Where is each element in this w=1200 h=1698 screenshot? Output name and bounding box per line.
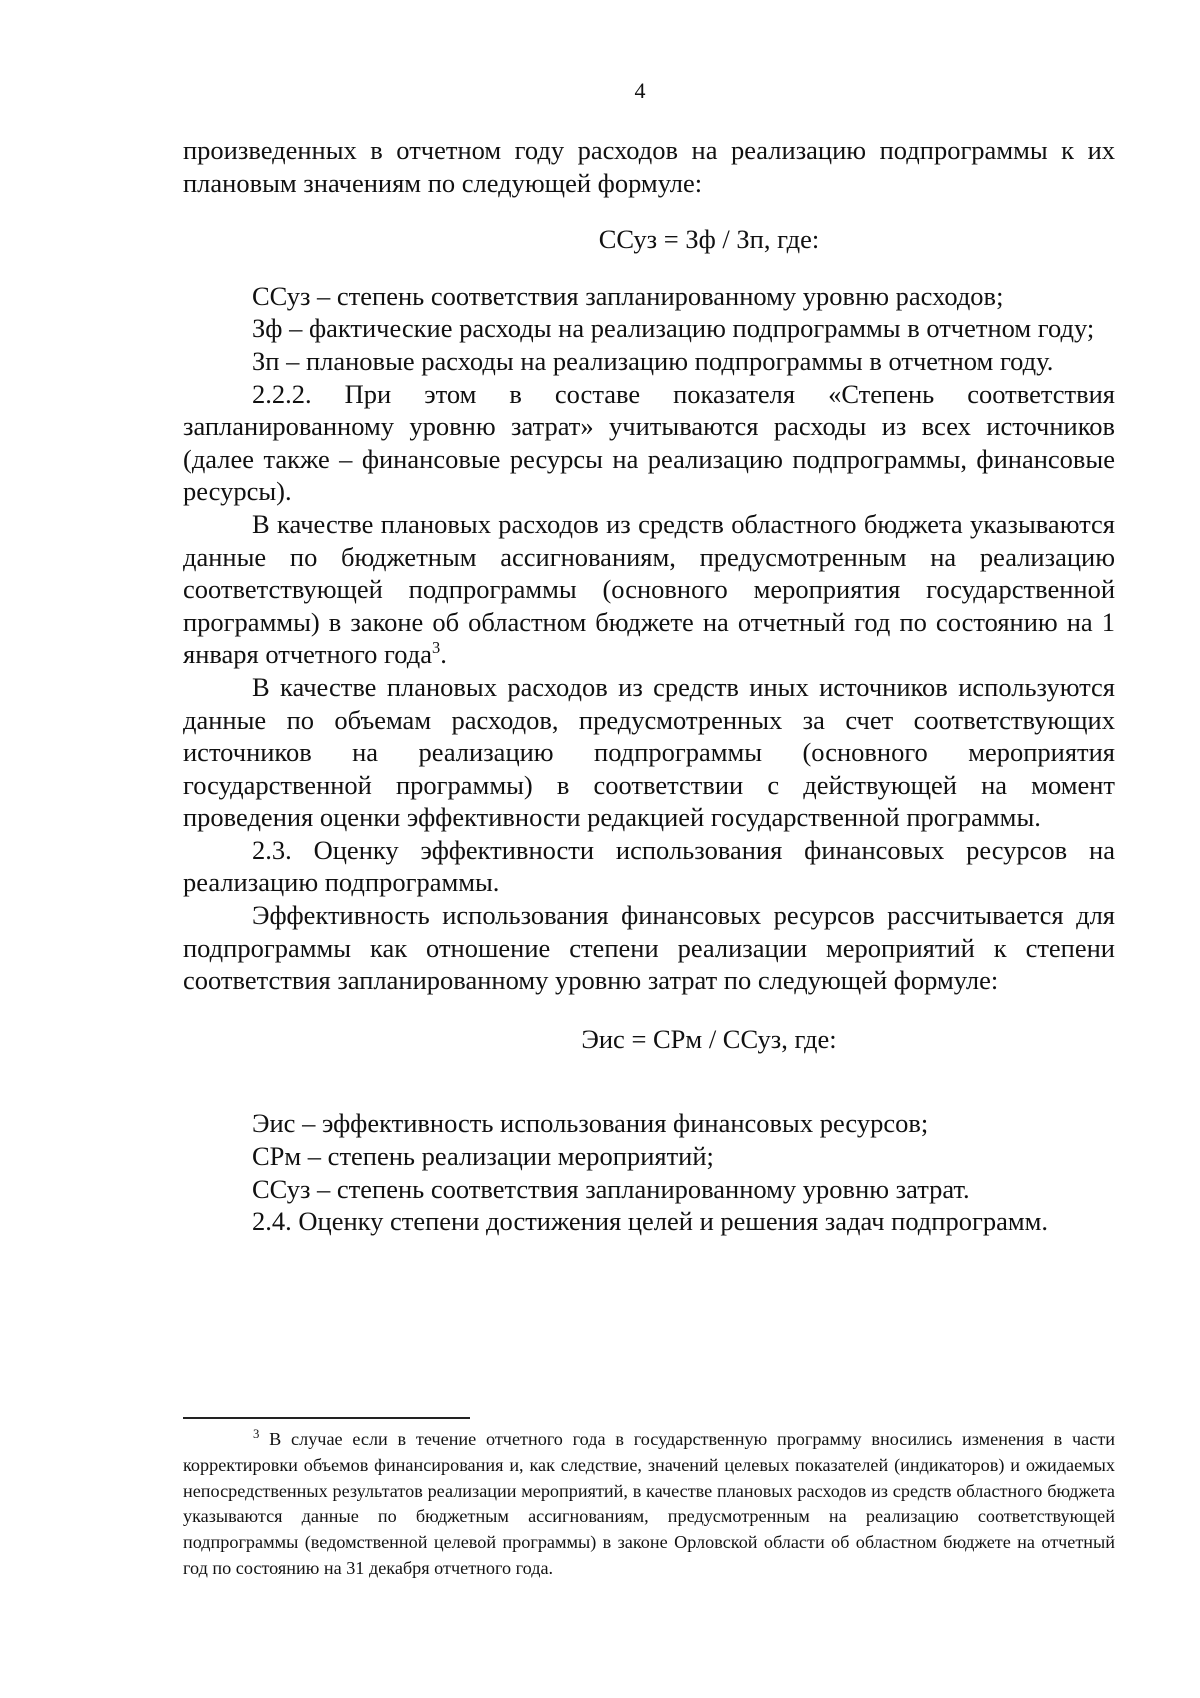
paragraph-continuation: произведенных в отчетном году расходов на реализацию подпрограммы к их плановым значениям по следующей формуле:: [183, 135, 1115, 198]
definition-zp: Зп – плановые расходы на реализацию подпрограммы в отчетном году.: [252, 345, 1054, 376]
footnote: [183, 1427, 1115, 1582]
footnote-marker: 3: [253, 1426, 260, 1441]
paragraph-other-sources: В качестве плановых расходов из средств иных источников используются данные по объемам расходов, предусмотренных за счет соответствующих источников на реализацию подпрограммы (основного мероприятия государственной программы) в соответствии с действующей на момент проведения оценки эффективности редакцией государственной программы.: [183, 671, 1115, 833]
paragraph-regional-budget: [183, 508, 1115, 671]
paragraph-2-2-2: 2.2.2. При этом в составе показателя «Степень соответствия запланированному уровню затрат» учитываются расходы из всех источников (далее также – финансовые ресурсы на реализацию подпрограммы, финансовые ресурсы).: [183, 378, 1115, 507]
paragraph-2-4: 2.4. Оценку степени достижения целей и решения задач подпрограмм.: [252, 1206, 1049, 1237]
definition-zf: Зф – фактические расходы на реализацию подпрограммы в отчетном году;: [252, 313, 1095, 344]
formula-ssuz: ССуз = Зф / Зп, где:: [598, 224, 820, 255]
document-body: [183, 134, 1115, 1238]
paragraph-regional-budget-text: В качестве плановых расходов из средств областного бюджета указываются данные по бюджетным ассигнованиям, предусмотренным на реализацию соответствующей подпрограммы (основного мероприятия государственной программы) в законе об областном бюджете на отчетный год по состоянию на 1 января отчетного года: [183, 508, 1115, 670]
footnote-separator: [183, 1417, 470, 1419]
definition-ssuz: ССуз – степень соответствия запланированному уровню расходов;: [252, 280, 1004, 311]
paragraph-2-3: 2.3. Оценку эффективности использования финансовых ресурсов на реализацию подпрограммы.: [183, 834, 1115, 898]
footnote-reference: 3: [431, 638, 441, 658]
formula-eis: Эис = СРм / ССуз, где:: [581, 1023, 837, 1054]
page-number: 4: [634, 78, 646, 103]
paragraph-regional-budget-end: .: [440, 639, 447, 670]
definition-srm: СРм – степень реализации мероприятий;: [252, 1141, 714, 1172]
paragraph-efficiency: Эффективность использования финансовых ресурсов рассчитывается для подпрограммы как отношение степени реализации мероприятий к степени соответствия запланированному уровню затрат по следующей формуле:: [183, 900, 1115, 996]
definition-eis: Эис – эффективность использования финансовых ресурсов;: [252, 1108, 929, 1139]
definition-ssuz-costs: ССуз – степень соответствия запланированному уровню затрат.: [252, 1173, 970, 1204]
footnote-text: В случае если в течение отчетного года в государственную программу вносились изменения в части корректировки объемов финансирования и, как следствие, значений целевых показателей (индикаторов) и ожидаемых непосредственных результатов реализации мероприятий, в качестве плановых расходов из средств областного бюджета указываются данные по бюджетным ассигнованиям, предусмотренным на реализацию соответствующей подпрограммы (ведомственной целевой программы) в законе Орловской области об областном бюджете на отчетный год по состоянию на 31 декабря отчетного года.: [183, 1429, 1115, 1578]
